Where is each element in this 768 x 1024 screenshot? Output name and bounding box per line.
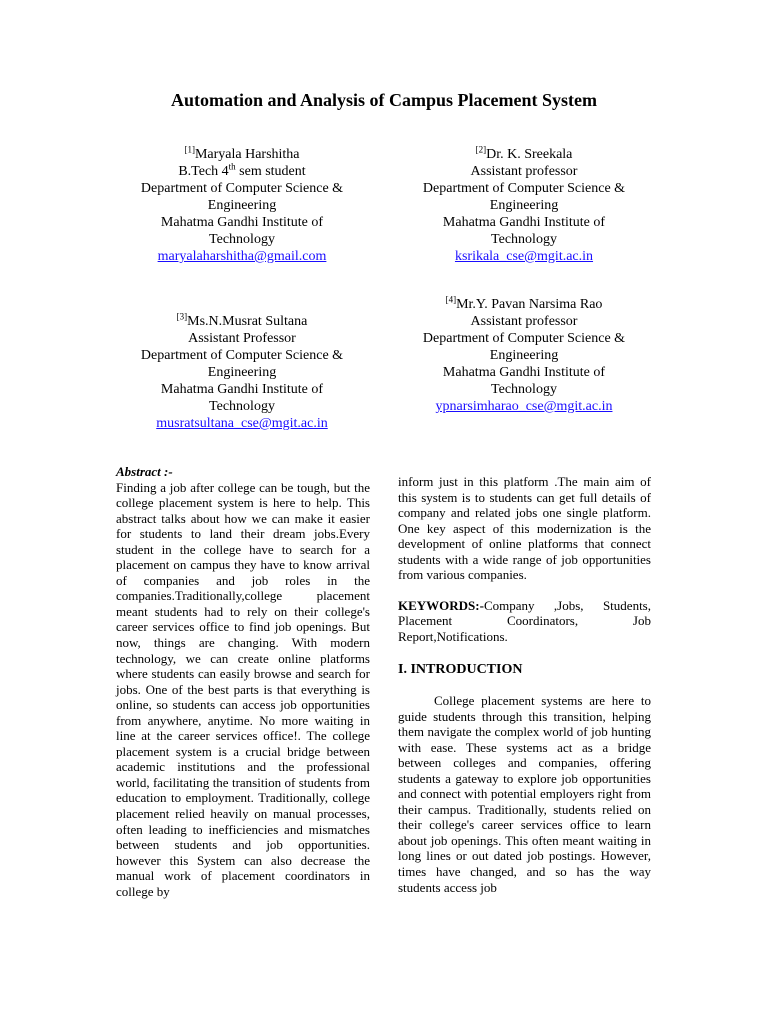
author-institute: Mahatma Gandhi Institute of	[160, 215, 324, 230]
author-institute-cont: Technology	[491, 382, 557, 397]
author-role: Assistant Professor	[188, 331, 296, 346]
author-name	[112, 146, 372, 163]
author-dept-cont: Engineering	[207, 365, 277, 380]
author-number: [2]	[475, 144, 487, 155]
author-institute: Mahatma Gandhi Institute of	[442, 215, 606, 230]
right-column	[398, 474, 651, 895]
author-block-1	[112, 146, 372, 265]
author-number: [4]	[445, 294, 457, 305]
author-institute-cont: Technology	[491, 232, 557, 247]
author-name-text: Mr.Y. Pavan Narsima Rao	[456, 297, 603, 312]
author-institute: Mahatma Gandhi Institute of	[442, 365, 606, 380]
author-dept-cont: Engineering	[489, 348, 559, 363]
author-institute-cont: Technology	[209, 232, 275, 247]
author-email-link[interactable]: ksrikala_cse@mgit.ac.in	[454, 249, 594, 264]
author-block-4	[394, 296, 654, 415]
author-dept: Department of Computer Science &	[140, 181, 344, 196]
author-role-suffix: sem student	[235, 164, 306, 179]
author-role	[112, 163, 372, 180]
author-number: [3]	[176, 311, 188, 322]
author-name-text: Maryala Harshitha	[194, 147, 300, 162]
author-name	[394, 146, 654, 163]
introduction-body: College placement systems are here to guide students through this transition, helping them navigate the complex world of job hunting with ease. These systems act as a bridge between colleges and companies, offering students a gateway to explore job opportunities and connect with potential employers right from their campus. Traditionally, students relied on their college's career services office to learn about job openings. This often meant waiting in long lines or out dated job postings. However, times have changed, and so has the way students access job	[398, 693, 651, 895]
author-institute: Mahatma Gandhi Institute of	[160, 382, 324, 397]
author-block-2	[394, 146, 654, 265]
author-name	[394, 296, 654, 313]
author-institute-cont: Technology	[209, 399, 275, 414]
paper-title: Automation and Analysis of Campus Placement System	[170, 90, 598, 110]
author-name	[112, 313, 372, 330]
author-email-link[interactable]: ypnarsimharao_cse@mgit.ac.in	[435, 399, 613, 414]
author-role: Assistant professor	[470, 164, 578, 179]
author-dept: Department of Computer Science &	[140, 348, 344, 363]
author-email-link[interactable]: maryalaharshitha@gmail.com	[157, 249, 327, 264]
author-role-sup: th	[228, 161, 236, 172]
keywords-text: Company ,Jobs, Students, Placement Coordinators, Job Report,Notifications.	[398, 597, 651, 644]
author-dept-cont: Engineering	[207, 198, 277, 213]
abstract-body: Finding a job after college can be tough, but the college placement system is here to help. This abstract talks about how we can make it easier for students to land their dream jobs.Every student in the college have to search for a placement on campus they have to know arrival of companies and job roles in the companies.Traditionally,college placement meant students had to rely on their college's career services office to find job openings. But now, things are changing. With modern technology, we can create online platforms where students can easily browse and search for jobs. One of the best parts is that everything is online, so students can access job opportunities from anywhere, anytime. No more waiting in line at the career services office!. The college placement system is a crucial bridge between academic institutions and the professional world, facilitating the transition of students from education to employment. Traditionally, college placement relied heavily on manual processes, often leading to inefficiencies and mismatches between students and job opportunities. however this System can also decrease the manual work of placement coordinators in college by	[116, 479, 370, 899]
author-role: Assistant professor	[470, 314, 578, 329]
author-dept: Department of Computer Science &	[422, 181, 626, 196]
author-name-text: Ms.N.Musrat Sultana	[187, 314, 308, 329]
author-dept-cont: Engineering	[489, 198, 559, 213]
author-block-3	[112, 313, 372, 432]
author-name-text: Dr. K. Sreekala	[486, 147, 573, 162]
author-role-prefix: B.Tech 4	[178, 164, 229, 179]
left-column	[116, 464, 370, 899]
keywords	[398, 598, 651, 645]
keywords-label: KEYWORDS:-	[398, 597, 484, 613]
abstract-heading: Abstract :-	[116, 464, 173, 479]
author-dept: Department of Computer Science &	[422, 331, 626, 346]
introduction-heading: I. INTRODUCTION	[398, 662, 523, 678]
author-email-link[interactable]: musratsultana_cse@mgit.ac.in	[156, 416, 328, 431]
author-number: [1]	[184, 144, 195, 155]
abstract-continued: inform just in this platform .The main aim of this system is to students can get full details of company and related jobs one single platform. One key aspect of this modernization is the development of online platforms that connect students with a wide range of job opportunities from various companies.	[398, 474, 651, 583]
